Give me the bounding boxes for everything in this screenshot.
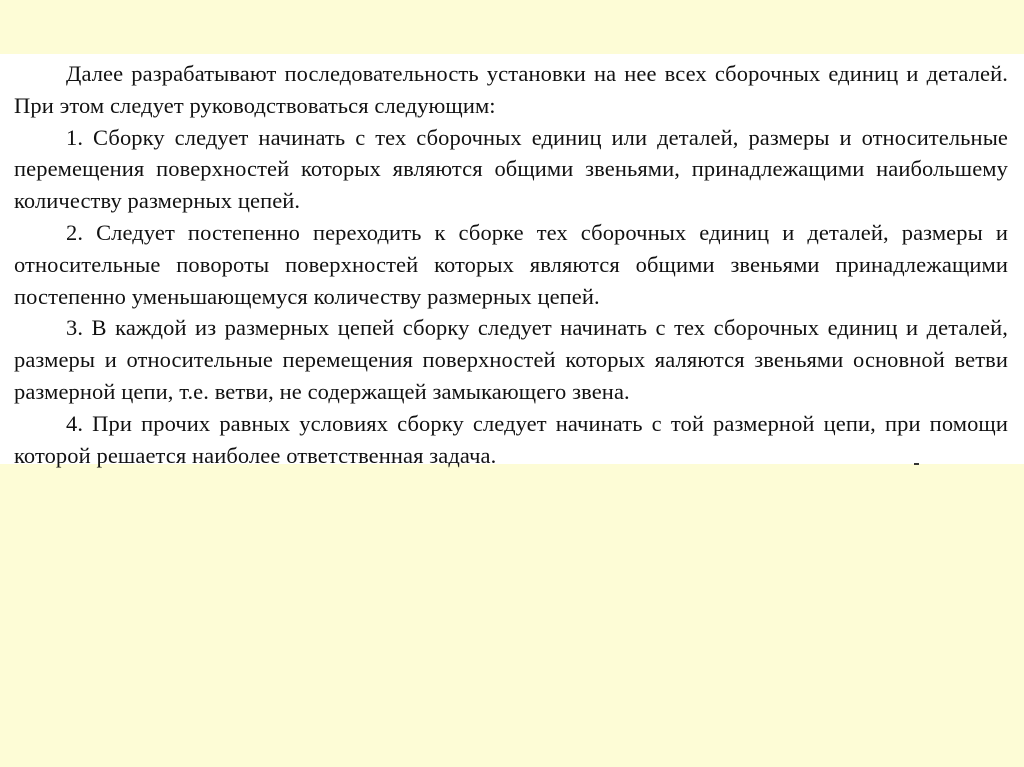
list-item-1: 1. Сборку следует начинать с тех сборочных единиц или деталей, размеры и относительные перемещения поверхностей которых являются общими звеньями, принадлежащими наибольшему количеству размерных цепей. — [14, 124, 1008, 214]
scan-speck — [914, 463, 919, 465]
scanned-page — [0, 54, 1024, 468]
list-item-2: 2. Следует постепенно переходить к сборке тех сборочных единиц и деталей, размеры и относительные повороты поверхностей которых являются общими звеньями принадлежащими постепенно уменьшающемуся количеству размерных цепей. — [14, 219, 1008, 309]
intro-paragraph: Далее разрабатывают последовательность установки на нее всех сборочных единиц и деталей. При этом следует руководствоваться следующим: — [14, 61, 1008, 118]
list-item-3: 3. В каждой из размерных цепей сборку следует начинать с тех сборочных единиц и деталей, размеры и относительные перемещения поверхностей которых яаляются звеньями основной ветви размерной цепи, т.е. ветви, не содержащей замыкающего звена. — [14, 315, 1008, 404]
list-item-4: 4. При прочих равных условиях сборку следует начинать с той размерной цепи, при помощи которой решается наиболее ответственная задача. — [14, 410, 1008, 468]
document-text — [14, 54, 1008, 471]
